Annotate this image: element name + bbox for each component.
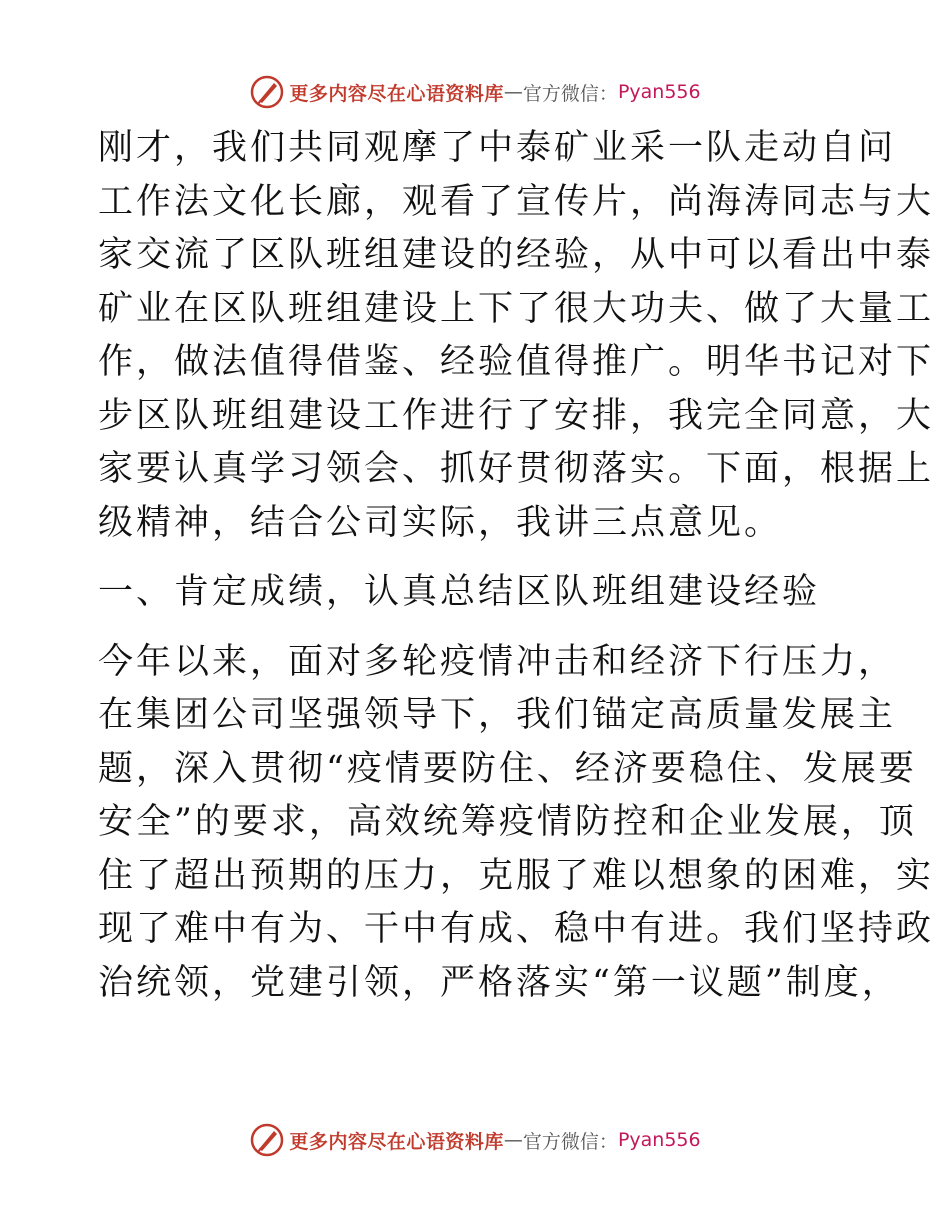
- paragraph-1: [98, 122, 935, 550]
- watermark-wechat-label: 官方微信：: [522, 1130, 618, 1153]
- paragraph-line: 刚才，我们共同观摩了中泰矿业采一队走动自问: [98, 128, 897, 168]
- quill-logo-icon: [249, 74, 285, 110]
- paragraph-line: 步区队班组建设工作进行了安排，我完全同意，大: [98, 395, 935, 436]
- quill-logo-icon: [249, 1122, 285, 1158]
- watermark-dash: —: [503, 81, 523, 103]
- paragraph-line: 作，做法值得借鉴、经验值得推广。明华书记对下: [98, 342, 935, 382]
- paragraph-line: 矿业在区队班组建设上下了很大功夫、做了大量工: [98, 288, 935, 329]
- paragraph-line: 住了超出预期的压力，克服了难以想象的困难，实: [98, 855, 935, 896]
- watermark-banner-top: [0, 72, 950, 112]
- watermark-site-text: 更多内容尽在心语资料库: [289, 1130, 504, 1153]
- watermark-wechat-label: 官方微信：: [522, 82, 618, 105]
- watermark-wechat-id: Pyan556: [617, 1129, 701, 1151]
- paragraph-line: 级精神，结合公司实际，我讲三点意见。: [98, 502, 783, 543]
- section-heading: 一、肯定成绩，认真总结区队班组建设经验: [98, 572, 821, 612]
- paragraph-line: 治统领，党建引领，严格落实“第一议题”制度，: [98, 962, 900, 1003]
- watermark-wechat-id: Pyan556: [617, 81, 701, 103]
- paragraph-line: 工作法文化长廊，观看了宣传片，尚海涛同志与大: [98, 181, 935, 222]
- document-body: [98, 122, 935, 1010]
- paragraph-line: 现了难中有为、干中有成、稳中有进。我们坚持政: [98, 909, 935, 949]
- paragraph-line: 题，深入贯彻“疫情要防住、经济要稳住、发展要: [98, 748, 917, 789]
- watermark-dash: —: [503, 1129, 523, 1151]
- paragraph-line: 安全”的要求，高效统筹疫情防控和企业发展，顶: [98, 802, 917, 842]
- paragraph-line: 家要认真学习领会、抓好贯彻落实。下面，根据上: [98, 449, 935, 489]
- watermark-site-text: 更多内容尽在心语资料库: [289, 82, 504, 105]
- watermark-banner-bottom: [0, 1120, 950, 1160]
- paragraph-line: 今年以来，面对多轮疫情冲击和经济下行压力，: [98, 641, 897, 682]
- paragraph-line: 家交流了区队班组建设的经验，从中可以看出中泰: [98, 235, 935, 275]
- paragraph-line: 在集团公司坚强领导下，我们锚定高质量发展主: [98, 695, 897, 735]
- paragraph-2: [98, 636, 935, 1011]
